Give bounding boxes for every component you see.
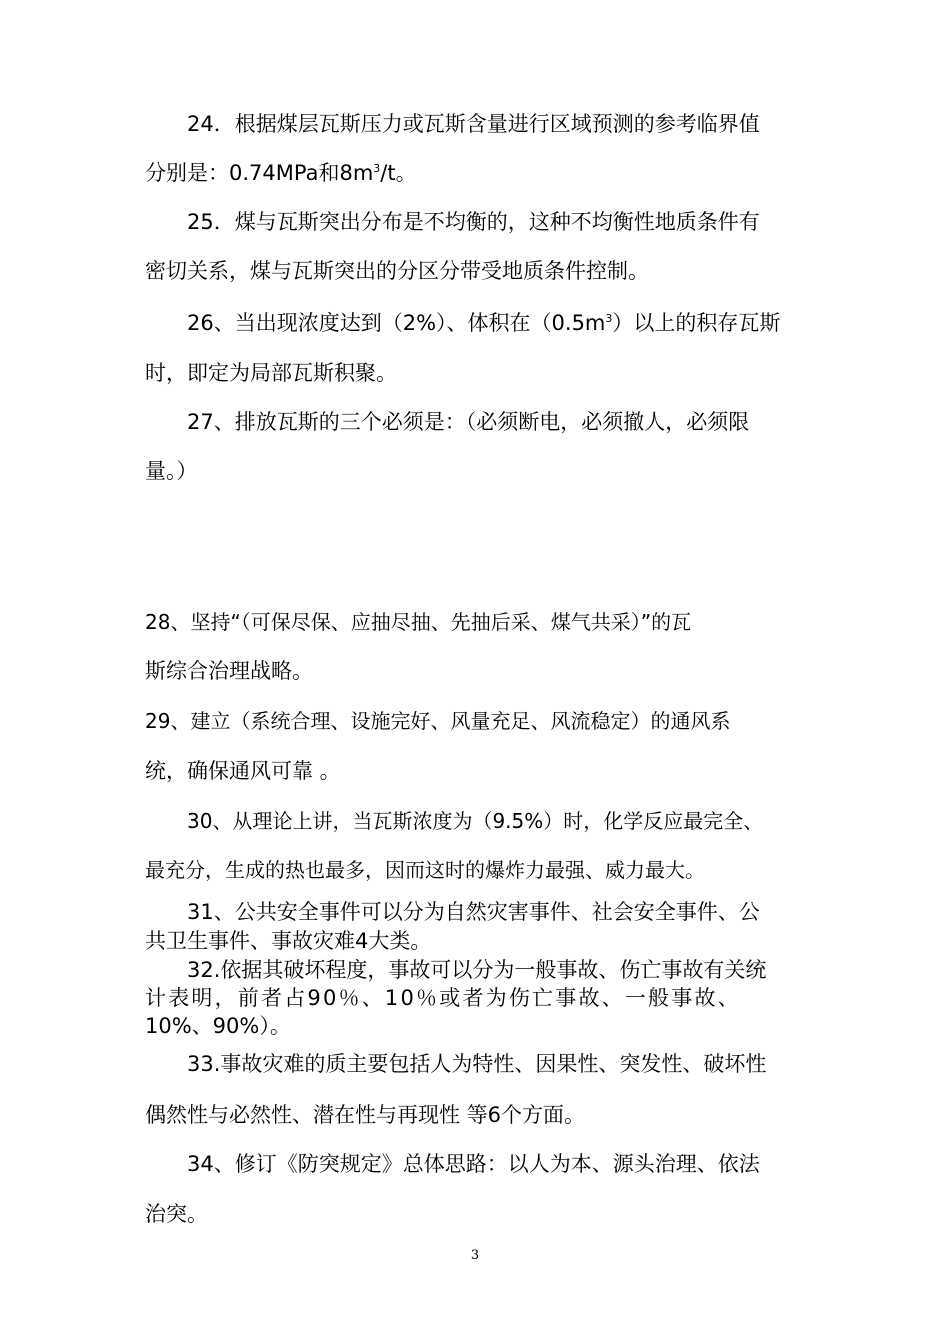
item-26-line-1 xyxy=(187,309,857,337)
item-25-line-1: 25．煤与瓦斯突出分布是不均衡的，这种不均衡性地质条件有 xyxy=(187,210,760,234)
item-34-line-1: 34、修订《防突规定》总体思路：以人为本、源头治理、依法 xyxy=(187,1152,760,1176)
item-25-line-2: 密切关系，煤与瓦斯突出的分区分带受地质条件控制。 xyxy=(145,259,649,283)
item-31-line-2: 共卫生事件、事故灾难4大类。 xyxy=(145,929,432,953)
item-28-line-1: 28、坚持“（可保尽保、应抽尽抽、先抽后采、煤气共采）”的瓦 xyxy=(145,610,692,634)
item-31-line-1: 31、公共安全事件可以分为自然灾害事件、社会安全事件、公 xyxy=(187,900,760,924)
item-24-line-1: 24．根据煤层瓦斯压力或瓦斯含量进行区域预测的参考临界值 xyxy=(187,112,760,136)
item-28-line-2: 斯综合治理战略。 xyxy=(145,659,313,683)
item-29-line-2: 统，确保通风可靠 。 xyxy=(145,759,341,783)
item-24-text-a: 分别是：0.74MPa和8m xyxy=(145,161,374,185)
item-32-line-2: 计表明，前者占90％、10％或者为伤亡事故、一般事故、 xyxy=(145,986,741,1010)
item-32-line-3: 10%、90%）。 xyxy=(145,1014,291,1038)
item-32-line-1: 32.依据其破坏程度，事故可以分为一般事故、伤亡事故有关统 xyxy=(187,958,767,982)
item-26-line-2: 时，即定为局部瓦斯积聚。 xyxy=(145,361,397,385)
item-30-line-1: 30、从理论上讲，当瓦斯浓度为（9.5%）时，化学反应最完全、 xyxy=(187,809,764,833)
item-26-text-b: ）以上的积存瓦斯 xyxy=(612,311,781,335)
item-24-text-b: /t。 xyxy=(380,161,417,185)
item-30-line-2: 最充分，生成的热也最多，因而这时的爆炸力最强、威力最大。 xyxy=(145,858,705,882)
item-27-line-1: 27、排放瓦斯的三个必须是：（必须断电，必须撤人，必须限 xyxy=(187,410,750,434)
item-26-superscript: 3 xyxy=(605,312,613,325)
item-29-line-1: 29、建立（系统合理、设施完好、风量充足、风流稳定）的通风系 xyxy=(145,709,731,733)
item-34-line-2: 治突。 xyxy=(145,1202,208,1226)
item-24-superscript: 3 xyxy=(373,162,381,175)
item-33-line-1: 33.事故灾难的质主要包括人为特性、因果性、突发性、破坏性 xyxy=(187,1052,767,1076)
item-24-line-2 xyxy=(145,159,815,187)
page-number: 3 xyxy=(470,1248,480,1263)
item-27-line-2: 量。） xyxy=(145,459,198,483)
item-33-line-2: 偶然性与必然性、潜在性与再现性 等6个方面。 xyxy=(145,1103,586,1127)
item-26-text-a: 26、当出现浓度达到（2%）、体积在（0.5m xyxy=(187,311,606,335)
